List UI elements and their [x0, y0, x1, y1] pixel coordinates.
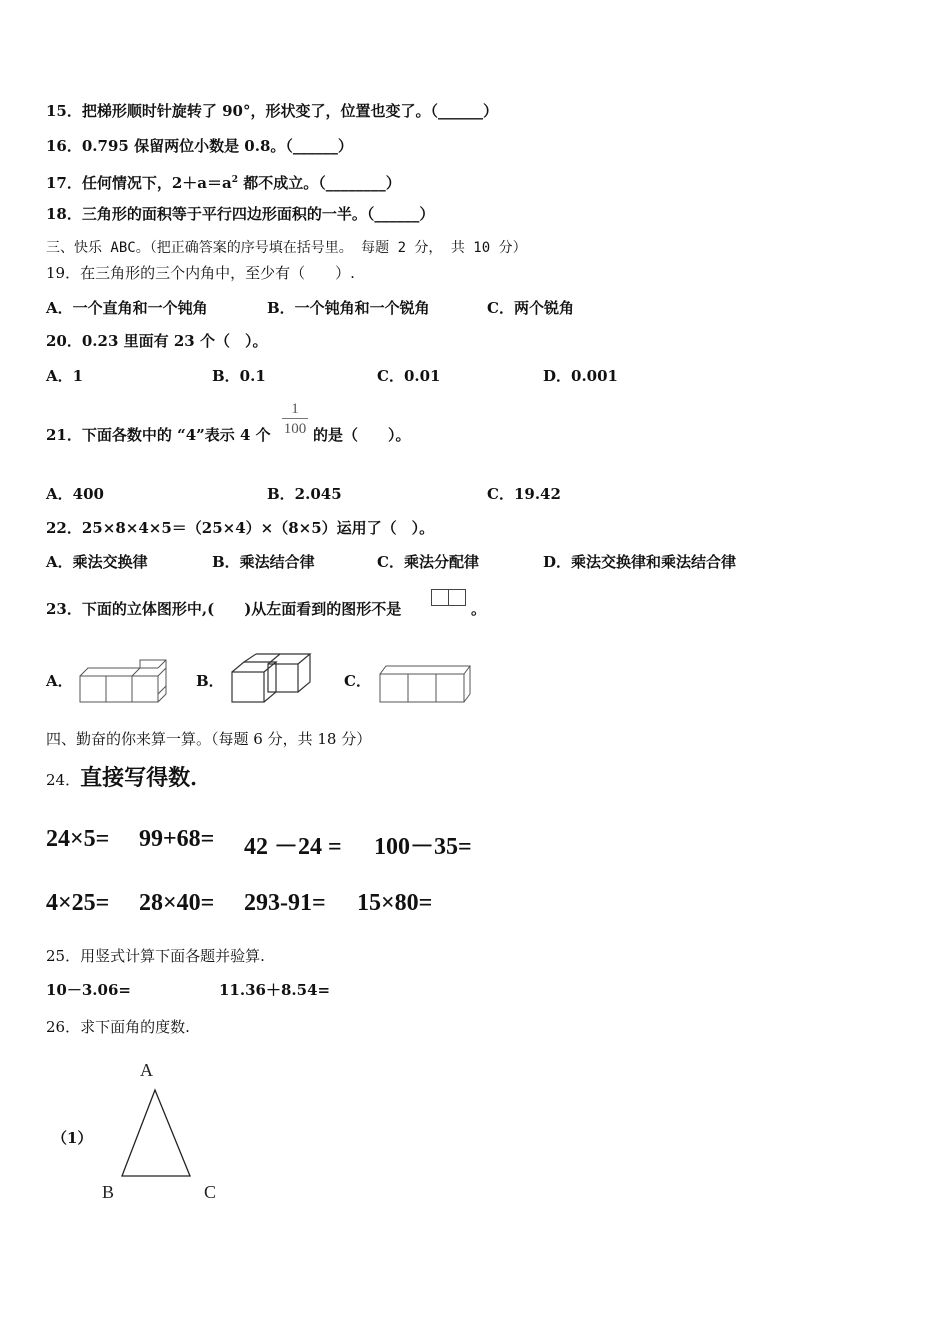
question-20-stem: 20．0.23 里面有 23 个（ ）。 [46, 332, 268, 350]
q22-option-b[interactable]: B．乘法结合律 [212, 553, 315, 571]
q25-item-1: 10－3.06= [46, 981, 131, 999]
q23-figure-a-cubes [78, 660, 174, 704]
calc-99-plus-68: 99+68= [139, 826, 215, 852]
q19-option-b[interactable]: B．一个钝角和一个锐角 [267, 299, 430, 317]
section-3-heading: 三、快乐 ABC。（把正确答案的序号填在括号里。 每题 2 分， 共 10 分） [46, 240, 527, 256]
q22-option-c[interactable]: C．乘法分配律 [377, 553, 479, 571]
vertex-c-label: C [204, 1182, 217, 1202]
calc-42-minus-24: 42 －24 = [244, 834, 342, 860]
q23-figure-c-cubes [376, 660, 472, 704]
triangle-abc [122, 1090, 190, 1176]
q21-option-c[interactable]: C．19.42 [487, 485, 561, 503]
question-17 [46, 170, 401, 193]
question-15: 15．把梯形顺时针旋转了 90°，形状变了，位置也变了。（______） [46, 102, 498, 120]
fraction-denominator: 100 [283, 421, 307, 437]
q23-option-b[interactable]: B． [196, 672, 224, 690]
q19-option-a[interactable]: A．一个直角和一个钝角 [46, 299, 208, 317]
question-17-pre: 17．任何情况下，2＋a＝a [46, 174, 232, 192]
two-square-view-figure [431, 589, 467, 607]
section-4-heading: 四、勤奋的你来算一算。（每题 6 分，共 18 分） [46, 730, 372, 748]
q20-option-b[interactable]: B．0.1 [212, 367, 266, 385]
calc-15x80: 15×80= [357, 890, 433, 916]
question-18: 18．三角形的面积等于平行四边形面积的一半。（______） [46, 205, 435, 223]
q23-figure-b-cubes [228, 650, 314, 706]
q26-sub-label: （1） [52, 1129, 93, 1147]
question-25-stem: 25．用竖式计算下面各题并验算. [46, 947, 265, 965]
q22-option-d[interactable]: D．乘法交换律和乘法结合律 [543, 553, 737, 571]
fraction-1-100 [280, 400, 310, 439]
q20-option-c[interactable]: C．0.01 [377, 367, 441, 385]
question-17-sup: 2 [231, 175, 239, 185]
question-26-stem: 26．求下面角的度数. [46, 1018, 190, 1036]
q21-option-a[interactable]: A．400 [46, 485, 104, 503]
question-22-stem: 22．25×8×4×5＝（25×4）×（8×5）运用了（ ）。 [46, 519, 435, 537]
question-23-stem-post: 。 [471, 600, 487, 618]
question-16: 16．0.795 保留两位小数是 0.8。（______） [46, 137, 353, 155]
q23-option-a[interactable]: A． [46, 672, 73, 690]
q23-option-c[interactable]: C． [344, 672, 371, 690]
question-24-number: 24． [46, 771, 81, 789]
q25-item-2: 11.36＋8.54= [219, 981, 331, 999]
calc-4x25: 4×25= [46, 890, 110, 916]
fraction-numerator: 1 [291, 401, 299, 417]
calc-100-minus-35: 100－35= [374, 834, 472, 860]
question-24-title: 直接写得数． [80, 765, 213, 791]
question-17-post: 都不成立。（________） [238, 174, 401, 192]
q20-option-a[interactable]: A．1 [46, 367, 84, 385]
q21-option-b[interactable]: B．2.045 [267, 485, 342, 503]
vertex-a-label: A [140, 1060, 153, 1080]
q19-option-c[interactable]: C．两个锐角 [487, 299, 574, 317]
vertex-b-label: B [102, 1182, 115, 1202]
q20-option-d[interactable]: D．0.001 [543, 367, 618, 385]
calc-24x5: 24×5= [46, 826, 110, 852]
calc-28x40: 28×40= [139, 890, 215, 916]
question-21-stem-pre: 21．下面各数中的 “4”表示 4 个 [46, 426, 271, 444]
question-19-stem: 19．在三角形的三个内角中，至少有（ ）. [46, 264, 355, 282]
question-21-stem-post: 的是（ ）。 [313, 426, 411, 444]
calc-293-minus-91: 293-91= [244, 890, 326, 916]
question-24-heading [46, 765, 212, 793]
q22-option-a[interactable]: A．乘法交换律 [46, 553, 148, 571]
question-23-stem-pre: 23．下面的立体图形中,( )从左面看到的图形不是 [46, 600, 402, 618]
triangle-abc-figure [96, 1058, 226, 1208]
